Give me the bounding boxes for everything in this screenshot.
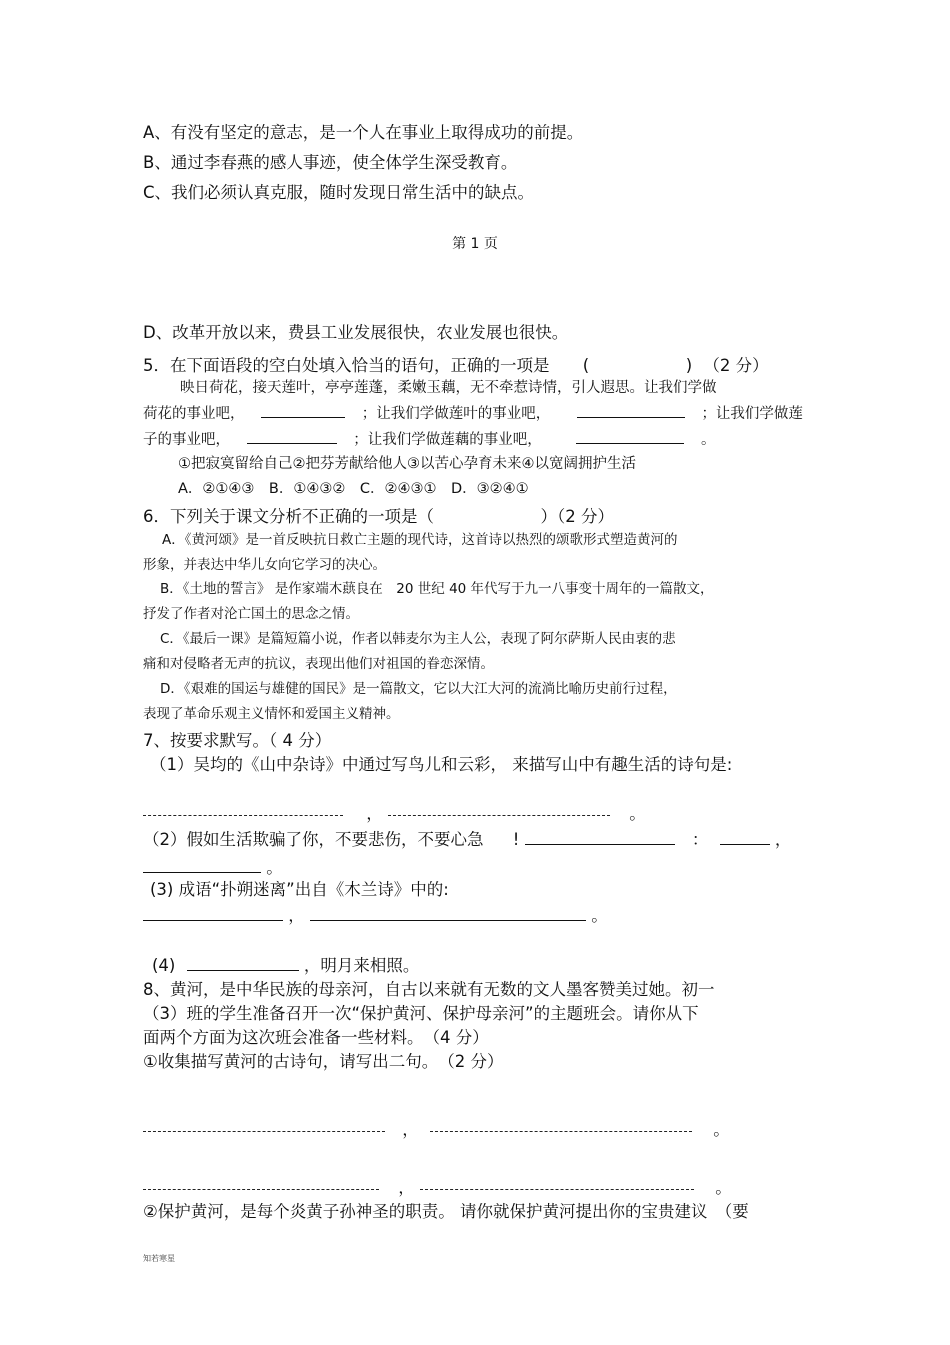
q5-para2a: 荷花的事业吧， xyxy=(143,406,245,422)
q7-stem: 7、按要求默写。（ 4 分） xyxy=(143,731,332,750)
q7-sub2-excl: ! xyxy=(512,830,520,849)
q8-line3: 面两个方面为这次班会准备一些材料。 （4 分） xyxy=(143,1028,489,1047)
q7-sub1-blank-1[interactable] xyxy=(143,814,343,816)
q8-part2: ②保护黄河，是每个炎黄子孙神圣的职责。 请你就保护黄河提出你的宝贵建议 （要 xyxy=(143,1202,749,1221)
q5-para2b: ；让我们学做莲叶的事业吧， xyxy=(361,406,551,422)
q7-sub3-answer xyxy=(143,906,608,926)
q8-blank-1[interactable] xyxy=(143,1130,385,1132)
q5-blank-3[interactable] xyxy=(247,442,337,444)
q5-blank-4[interactable] xyxy=(576,442,684,444)
q6-option-d-line2: 表现了革命乐观主义情怀和爱国主义精神。 xyxy=(143,706,400,722)
q5-para3a: 子的事业吧， xyxy=(143,432,230,448)
q4-option-a: A、有没有坚定的意志，是一个人在事业上取得成功的前提。 xyxy=(143,123,584,142)
q7-sub1: （1）吴均的《山中杂诗》中通过写鸟儿和云彩， 来描写山中有趣生活的诗句是: xyxy=(150,755,733,774)
q7-sub1-end: 。 xyxy=(629,804,646,823)
q7-sub3-end: 。 xyxy=(591,906,608,925)
q8-line1: 8、黄河，是中华民族的母亲河，自古以来就有无数的文人墨客赞美过她。初一 xyxy=(143,980,715,999)
q8-blank-3[interactable] xyxy=(143,1188,379,1190)
q6-option-c-line1: C．《最后一课》是篇短篇小说，作者以韩麦尔为主人公，表现了阿尔萨斯人民由衷的悲 xyxy=(160,631,676,647)
q5-blank-2[interactable] xyxy=(577,416,685,418)
q6-option-a-line2: 形象，并表达中华儿女向它学习的决心。 xyxy=(143,557,386,573)
q7-sub1-answer xyxy=(143,804,646,824)
q4-option-b: B、通过李春燕的感人事迹，使全体学生深受教育。 xyxy=(143,153,518,172)
q8-blank-4[interactable] xyxy=(420,1188,694,1190)
q6-option-d-line1: D．《艰难的国运与雄健的国民》是一篇散文，它以大江大河的流淌比喻历史前行过程， xyxy=(160,681,677,697)
q8-part1: ①收集描写黄河的古诗句，请写出二句。 （2 分） xyxy=(143,1052,504,1071)
q7-sub2-comma: ， xyxy=(774,830,792,849)
q4-option-c: C、我们必须认真克服，随时发现日常生活中的缺点。 xyxy=(143,183,535,202)
q5-para3c: 。 xyxy=(700,432,716,448)
q7-sub3: (3) 成语“扑朔迷离”出自《木兰诗》中的: xyxy=(150,880,449,899)
page-number: 第 1 页 xyxy=(452,236,498,252)
q7-sub4 xyxy=(152,956,419,976)
q5-para2c: ；让我们学做莲 xyxy=(701,406,803,422)
q8-part1-answer-2 xyxy=(143,1178,732,1198)
q7-sub2 xyxy=(143,830,791,850)
q5-stem xyxy=(143,356,769,376)
q5-para3b: ；让我们学做莲藕的事业吧， xyxy=(353,432,542,448)
q6-option-b-line2: 抒发了作者对沦亡国土的思念之情。 xyxy=(143,606,359,622)
q5-para-line3 xyxy=(143,432,715,449)
q5-para-line2 xyxy=(143,406,803,423)
q8-comma-1: ， xyxy=(402,1120,419,1139)
q4-option-d: D、改革开放以来，费县工业发展很快，农业发展也很快。 xyxy=(143,323,569,342)
q8-blank-2[interactable] xyxy=(430,1130,692,1132)
q7-sub2-text: （2）假如生活欺骗了你，不要悲伤，不要心急 xyxy=(143,830,484,849)
q5-score: （2 分） xyxy=(703,356,769,375)
q8-line2: （3）班的学生准备召开一次“保护黄河、保护母亲河”的主题班会。请你从下 xyxy=(143,1004,699,1023)
q6-option-b-line1: B．《土地的誓言》 是作家端木蕻良在 20 世纪 40 年代写于九一八事变十周年的一篇散文， xyxy=(160,581,714,597)
q6-stem-text: 6．下列关于课文分析不正确的一项是（ xyxy=(143,507,434,526)
q5-paren-open: ( xyxy=(582,356,590,375)
q7-sub1-comma: ， xyxy=(366,804,383,823)
q5-stem-text: 5．在下面语段的空白处填入恰当的语句，正确的一项是 xyxy=(143,356,550,375)
q7-sub2-colon: ： xyxy=(691,830,709,849)
q8-end-1: 。 xyxy=(713,1120,730,1139)
q6-option-a-line1: A．《黄河颂》是一首反映抗日救亡主题的现代诗，这首诗以热烈的颂歌形式塑造黄河的 xyxy=(162,532,678,548)
q7-sub3-comma: ， xyxy=(288,906,305,925)
q6-stem xyxy=(143,507,614,527)
q7-sub2-blank-1[interactable] xyxy=(525,843,675,845)
q7-sub2-blank-3[interactable] xyxy=(143,871,261,873)
q7-sub2-blank-2[interactable] xyxy=(720,843,770,845)
q7-sub3-blank-1[interactable] xyxy=(143,919,283,921)
q7-sub4-blank[interactable] xyxy=(187,969,299,971)
q7-sub2-end: 。 xyxy=(266,858,283,877)
q7-sub3-blank-2[interactable] xyxy=(310,919,586,921)
q6-stem-close: ）（2 分） xyxy=(540,507,614,526)
q5-answer-options: A．②①④③ B．①④③② C．②④③① D．③②④① xyxy=(178,481,529,497)
q7-sub4-label: (4) xyxy=(152,956,176,975)
q5-blank-1[interactable] xyxy=(261,416,345,418)
q6-option-c-line2: 痛和对侵略者无声的抗议，表现出他们对祖国的眷恋深情。 xyxy=(143,656,494,672)
q7-sub2-cont xyxy=(143,858,283,878)
q7-sub1-blank-2[interactable] xyxy=(388,814,610,816)
q8-part1-answer-1 xyxy=(143,1120,730,1140)
q5-paren-close: ) xyxy=(685,356,693,375)
page-footer: 知若寒星 xyxy=(143,1254,175,1263)
q5-choices: ①把寂寞留给自己②把芬芳献给他人③以苦心孕育未来④以宽阔拥护生活 xyxy=(178,456,636,472)
q8-end-2: 。 xyxy=(715,1178,732,1197)
q7-sub4-text: ，明月来相照。 xyxy=(303,956,420,975)
q8-comma-2: ， xyxy=(398,1178,415,1197)
q5-para-line1: 映日荷花，接天莲叶，亭亭莲蓬，柔嫩玉藕，无不牵惹诗情，引人遐思。让我们学做 xyxy=(180,380,717,396)
